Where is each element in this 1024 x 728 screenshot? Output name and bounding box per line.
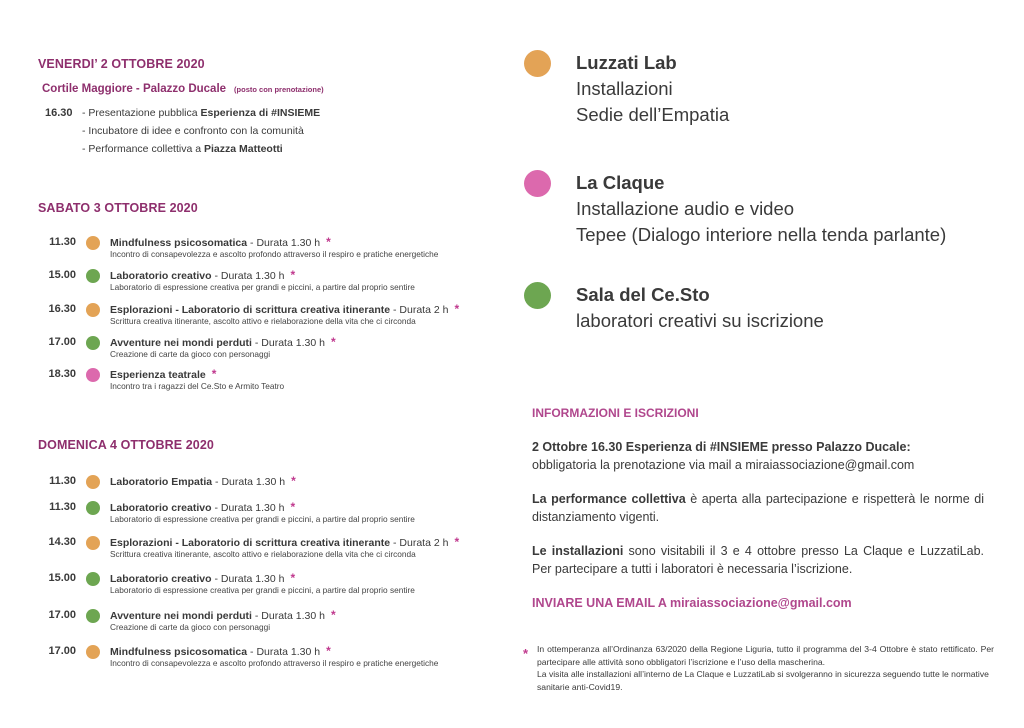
friday-line-1 bbox=[82, 107, 320, 119]
event-name: Esplorazioni - Laboratorio di scrittura creativa itinerante bbox=[110, 537, 391, 549]
sunday-event bbox=[38, 536, 508, 566]
info-p1-bold: 2 Ottobre 16.30 Esperienza di #INSIEME presso Palazzo Ducale: bbox=[532, 440, 911, 454]
registration-asterisk: * bbox=[330, 335, 336, 349]
event-title bbox=[110, 235, 331, 249]
venue-dot-green bbox=[86, 572, 100, 586]
event-title bbox=[110, 367, 216, 381]
friday-time: 16.30 bbox=[45, 107, 73, 119]
venue-dot-orange bbox=[524, 50, 551, 77]
event-duration: - Durata 1.30 h bbox=[247, 237, 321, 249]
legend-line: Installazioni bbox=[576, 78, 673, 99]
event-description: Creazione di carte da gioco con personaggi bbox=[110, 622, 271, 632]
saturday-event bbox=[38, 303, 508, 333]
event-duration: - Durata 1.30 h bbox=[247, 646, 321, 658]
event-duration: - Durata 1.30 h bbox=[211, 502, 285, 514]
event-title bbox=[110, 644, 331, 658]
friday-line-2: - Incubatore di idee e confronto con la comunità bbox=[82, 125, 304, 137]
info-p2-bold: La performance collettiva bbox=[532, 492, 686, 506]
event-time: 11.30 bbox=[49, 501, 76, 513]
event-description: Scrittura creativa itinerante, ascolto attivo e rielaborazione della vita che ci circonda bbox=[110, 316, 416, 326]
event-description: Incontro di consapevolezza e ascolto profondo attraverso il respiro e pratiche energetiche bbox=[110, 658, 439, 668]
venue-dot-orange bbox=[86, 236, 100, 250]
event-time: 11.30 bbox=[49, 475, 76, 487]
registration-asterisk: * bbox=[326, 235, 331, 249]
legend-text bbox=[576, 170, 946, 248]
venue-dot-green bbox=[86, 501, 100, 515]
venue-dot-orange bbox=[86, 475, 100, 489]
info-paragraph-2 bbox=[532, 491, 984, 526]
event-title bbox=[110, 608, 336, 622]
registration-asterisk: * bbox=[290, 268, 296, 282]
event-time: 17.00 bbox=[48, 645, 76, 657]
info-p3-bold: Le installazioni bbox=[532, 544, 624, 558]
event-title bbox=[110, 268, 295, 282]
event-description: Laboratorio di espressione creativa per grandi e piccini, a partire dal proprio sentire bbox=[110, 514, 415, 524]
event-name: Mindfulness psicosomatica bbox=[110, 237, 248, 249]
info-heading: INFORMAZIONI E ISCRIZIONI bbox=[532, 406, 699, 420]
event-duration: - Durata 2 h bbox=[390, 304, 449, 316]
friday-venue bbox=[42, 83, 324, 95]
event-time: 11.30 bbox=[49, 236, 76, 248]
covid-note-p2: La visita alle installazioni all’interno de La Claque e LuzzatiLab si svolgeranno in sicurezza seguendo tutte le normative sanitarie anti-Covid19. bbox=[537, 669, 989, 692]
info-p3-text: sono visitabili il 3 e 4 ottobre presso La Claque e LuzzatiLab. Per partecipare a tutti i laboratori è necessaria l’iscrizione. bbox=[532, 544, 984, 576]
legend-text bbox=[576, 50, 729, 128]
venue-dot-green bbox=[86, 269, 100, 283]
venue-dot-green bbox=[86, 336, 100, 350]
registration-asterisk: * bbox=[290, 571, 296, 585]
event-time: 14.30 bbox=[48, 536, 76, 548]
friday-line-1-bold: Esperienza di #INSIEME bbox=[200, 107, 321, 119]
registration-asterisk: * bbox=[330, 608, 336, 622]
legend-venue-name: La Claque bbox=[576, 172, 665, 193]
registration-asterisk: * bbox=[290, 500, 296, 514]
legend-line: Installazione audio e video bbox=[576, 198, 795, 219]
event-name: Esplorazioni - Laboratorio di scrittura creativa itinerante bbox=[110, 304, 391, 316]
venue-dot-orange bbox=[86, 536, 100, 550]
registration-asterisk: * bbox=[454, 535, 460, 549]
friday-line-3 bbox=[82, 143, 283, 155]
registration-asterisk: * bbox=[454, 302, 460, 316]
event-title bbox=[110, 302, 459, 316]
event-duration: - Durata 1.30 h bbox=[212, 476, 286, 488]
event-title bbox=[110, 571, 295, 585]
saturday-event bbox=[38, 336, 508, 366]
event-name: Laboratorio creativo bbox=[110, 270, 212, 282]
venue-dot-pink bbox=[86, 368, 100, 382]
info-p2-text: è aperta alla partecipazione e rispetterà le norme di distanziamento vigenti. bbox=[532, 492, 984, 524]
sunday-event bbox=[38, 609, 508, 639]
info-p1-text: obbligatoria la prenotazione via mail a miraiassociazione@gmail.com bbox=[532, 457, 915, 472]
saturday-heading: SABATO 3 OTTOBRE 2020 bbox=[38, 201, 198, 215]
event-title bbox=[110, 500, 295, 514]
event-description: Incontro di consapevolezza e ascolto profondo attraverso il respiro e pratiche energetiche bbox=[110, 249, 439, 259]
covid-note bbox=[537, 643, 994, 693]
event-duration: - Durata 2 h bbox=[390, 537, 449, 549]
event-name: Mindfulness psicosomatica bbox=[110, 646, 248, 658]
email-cta[interactable]: INVIARE UNA EMAIL A miraiassociazione@gmail.com bbox=[532, 596, 852, 610]
event-duration: - Durata 1.30 h bbox=[251, 610, 325, 622]
friday-line-1-text: - Presentazione pubblica bbox=[82, 107, 201, 119]
friday-venue-note: (posto con prenotazione) bbox=[234, 85, 324, 94]
saturday-event bbox=[38, 269, 508, 299]
event-time: 18.30 bbox=[48, 368, 76, 380]
event-description: Laboratorio di espressione creativa per grandi e piccini, a partire dal proprio sentire bbox=[110, 282, 415, 292]
event-description: Creazione di carte da gioco con personaggi bbox=[110, 349, 271, 359]
event-time: 15.00 bbox=[48, 269, 76, 281]
registration-asterisk: * bbox=[326, 644, 331, 658]
registration-asterisk: * bbox=[291, 474, 296, 488]
venue-dot-green bbox=[524, 282, 551, 309]
event-description: Scrittura creativa itinerante, ascolto attivo e rielaborazione della vita che ci circonda bbox=[110, 549, 416, 559]
sunday-heading: DOMENICA 4 OTTOBRE 2020 bbox=[38, 438, 214, 452]
legend-venue-name: Luzzati Lab bbox=[576, 52, 677, 73]
legend-line: Tepee (Dialogo interiore nella tenda parlante) bbox=[576, 224, 947, 245]
friday-line-3-bold: Piazza Matteotti bbox=[203, 143, 283, 155]
event-name: Laboratorio creativo bbox=[110, 573, 212, 585]
legend-line: laboratori creativi su iscrizione bbox=[576, 310, 824, 331]
saturday-event bbox=[38, 236, 508, 266]
legend-text bbox=[576, 282, 824, 334]
event-name: Laboratorio creativo bbox=[110, 502, 212, 514]
event-name: Avventure nei mondi perduti bbox=[110, 610, 252, 622]
event-time: 15.00 bbox=[48, 572, 76, 584]
covid-note-p1: In ottemperanza all’Ordinanza 63/2020 della Regione Liguria, tutto il programma del 3-4 Ottobre è stato rettificato. Per partecipare alle attività sono obbligatori l’iscrizione e l’uso della mascherina. bbox=[537, 644, 994, 667]
info-paragraph-1 bbox=[532, 439, 984, 474]
friday-venue-name: Cortile Maggiore - Palazzo Ducale bbox=[42, 83, 227, 95]
event-time: 17.00 bbox=[48, 609, 76, 621]
event-name: Esperienza teatrale bbox=[110, 369, 206, 381]
event-name: Avventure nei mondi perduti bbox=[110, 337, 252, 349]
venue-dot-pink bbox=[524, 170, 551, 197]
friday-heading: VENERDI’ 2 OTTOBRE 2020 bbox=[38, 57, 205, 71]
event-title bbox=[110, 535, 459, 549]
venue-dot-orange bbox=[86, 303, 100, 317]
legend-venue-name: Sala del Ce.Sto bbox=[576, 284, 710, 305]
friday-line-3-text: - Performance collettiva a bbox=[82, 143, 204, 155]
legend-line: Sedie dell’Empatia bbox=[576, 104, 730, 125]
event-title bbox=[110, 335, 336, 349]
event-description: Incontro tra i ragazzi del Ce.Sto e Armito Teatro bbox=[110, 381, 285, 391]
venue-dot-orange bbox=[86, 645, 100, 659]
info-paragraph-3 bbox=[532, 543, 984, 578]
event-name: Laboratorio Empatia bbox=[110, 476, 213, 488]
registration-asterisk: * bbox=[211, 367, 217, 381]
event-title bbox=[110, 474, 296, 488]
event-time: 17.00 bbox=[48, 336, 76, 348]
event-duration: - Durata 1.30 h bbox=[251, 337, 325, 349]
event-time: 16.30 bbox=[48, 303, 76, 315]
note-asterisk: * bbox=[523, 646, 529, 661]
sunday-event bbox=[38, 572, 508, 602]
event-duration: - Durata 1.30 h bbox=[211, 270, 285, 282]
venue-dot-green bbox=[86, 609, 100, 623]
event-description: Laboratorio di espressione creativa per grandi e piccini, a partire dal proprio sentire bbox=[110, 585, 415, 595]
sunday-event bbox=[38, 645, 508, 675]
event-duration: - Durata 1.30 h bbox=[211, 573, 285, 585]
sunday-event bbox=[38, 501, 508, 531]
saturday-event bbox=[38, 368, 508, 398]
